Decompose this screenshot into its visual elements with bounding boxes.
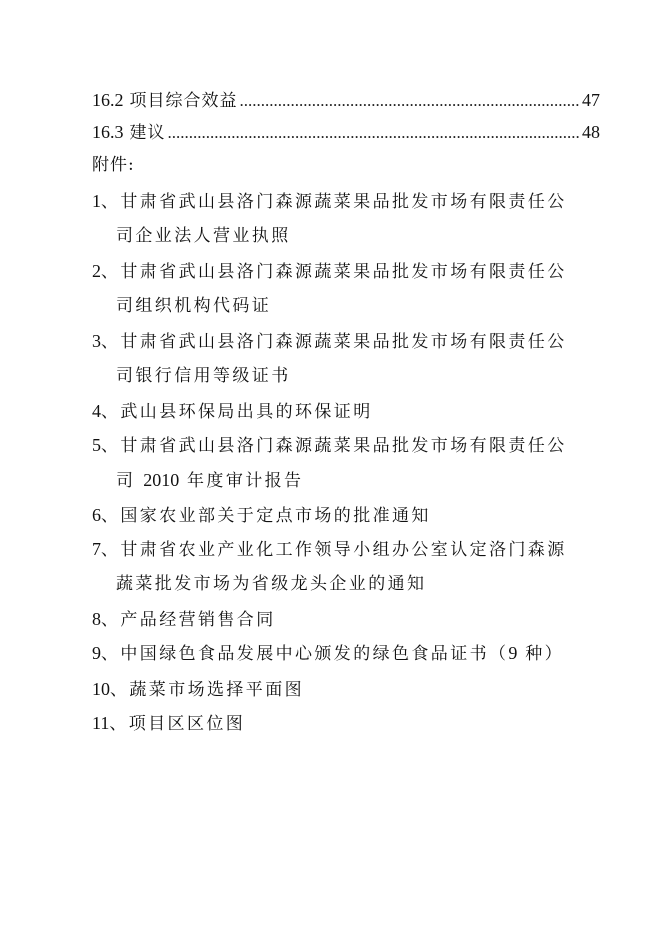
item-number: 7 xyxy=(92,539,101,559)
item-text: 产品经营销售合同 xyxy=(120,610,276,630)
item-text: 国家农业部关于定点市场的批准通知 xyxy=(120,506,431,526)
toc-leader-dots xyxy=(240,91,581,111)
appendix-item-1 xyxy=(92,184,592,253)
item-text-continued: 蔬菜批发市场为省级龙头企业的通知 xyxy=(116,574,427,594)
toc-title: 建议 xyxy=(129,123,166,143)
item-number: 11 xyxy=(92,713,110,733)
item-number: 8 xyxy=(92,609,101,629)
item-separator: 、 xyxy=(109,714,129,734)
item-text-part: 司 xyxy=(116,471,144,491)
item-number: 1 xyxy=(92,191,101,211)
toc-number: 16.3 xyxy=(92,122,124,142)
item-text: 蔬菜市场选择平面图 xyxy=(129,680,305,700)
appendix-item-11 xyxy=(92,706,592,741)
item-separator: 、 xyxy=(101,262,121,282)
item-number: 9 xyxy=(92,643,101,663)
item-text: 项目区区位图 xyxy=(128,714,246,734)
item-separator: 、 xyxy=(101,332,121,352)
item-separator: 、 xyxy=(101,402,121,422)
toc-entry-16-3[interactable] xyxy=(92,118,600,148)
appendix-item-2 xyxy=(92,254,592,323)
toc-title: 项目综合效益 xyxy=(129,91,238,111)
item-text-part: 种） xyxy=(517,644,565,664)
item-separator: 、 xyxy=(101,540,121,560)
item-text-continued: 司银行信用等级证书 xyxy=(116,366,291,386)
item-number: 4 xyxy=(92,401,101,421)
item-text-continued: 司组织机构代码证 xyxy=(116,296,272,316)
appendix-item-9 xyxy=(92,636,592,671)
item-text-part: 年度审计报告 xyxy=(179,471,304,491)
item-year: 2010 xyxy=(143,470,180,490)
toc-page-number: 48 xyxy=(582,122,600,142)
toc-entry-16-2[interactable] xyxy=(92,86,600,116)
item-number: 5 xyxy=(92,435,101,455)
appendix-item-8 xyxy=(92,602,592,637)
toc-page-number: 47 xyxy=(582,90,600,110)
appendix-item-4 xyxy=(92,394,592,429)
item-text: 中国绿色食品发展中心颁发的绿色食品证书（ xyxy=(120,644,509,664)
item-separator: 、 xyxy=(110,680,130,700)
item-text: 甘肃省农业产业化工作领导小组办公室认定洛门森源 xyxy=(120,540,567,560)
item-count: 9 xyxy=(508,643,518,663)
item-text-continued xyxy=(92,463,592,498)
appendix-item-5 xyxy=(92,428,592,498)
appendix-heading: 附件: xyxy=(92,155,135,175)
item-text-continued: 司企业法人营业执照 xyxy=(116,226,291,246)
item-separator: 、 xyxy=(101,192,121,212)
item-text: 甘肃省武山县洛门森源蔬菜果品批发市场有限责任公 xyxy=(120,262,567,282)
item-number: 3 xyxy=(92,331,101,351)
appendix-item-3 xyxy=(92,324,592,393)
item-number: 10 xyxy=(92,679,110,699)
toc-leader-dots xyxy=(168,123,581,143)
item-separator: 、 xyxy=(101,506,121,526)
item-text: 武山县环保局出具的环保证明 xyxy=(120,402,373,422)
item-separator: 、 xyxy=(101,644,121,664)
item-separator: 、 xyxy=(101,436,121,456)
item-text: 甘肃省武山县洛门森源蔬菜果品批发市场有限责任公 xyxy=(120,332,567,352)
item-number: 2 xyxy=(92,261,101,281)
appendix-item-10 xyxy=(92,672,592,707)
toc-number: 16.2 xyxy=(92,90,124,110)
appendix-item-6 xyxy=(92,498,592,533)
item-text: 甘肃省武山县洛门森源蔬菜果品批发市场有限责任公 xyxy=(120,192,567,212)
item-text: 甘肃省武山县洛门森源蔬菜果品批发市场有限责任公 xyxy=(120,436,567,456)
item-separator: 、 xyxy=(101,610,121,630)
item-number: 6 xyxy=(92,505,101,525)
appendix-item-7 xyxy=(92,532,592,601)
